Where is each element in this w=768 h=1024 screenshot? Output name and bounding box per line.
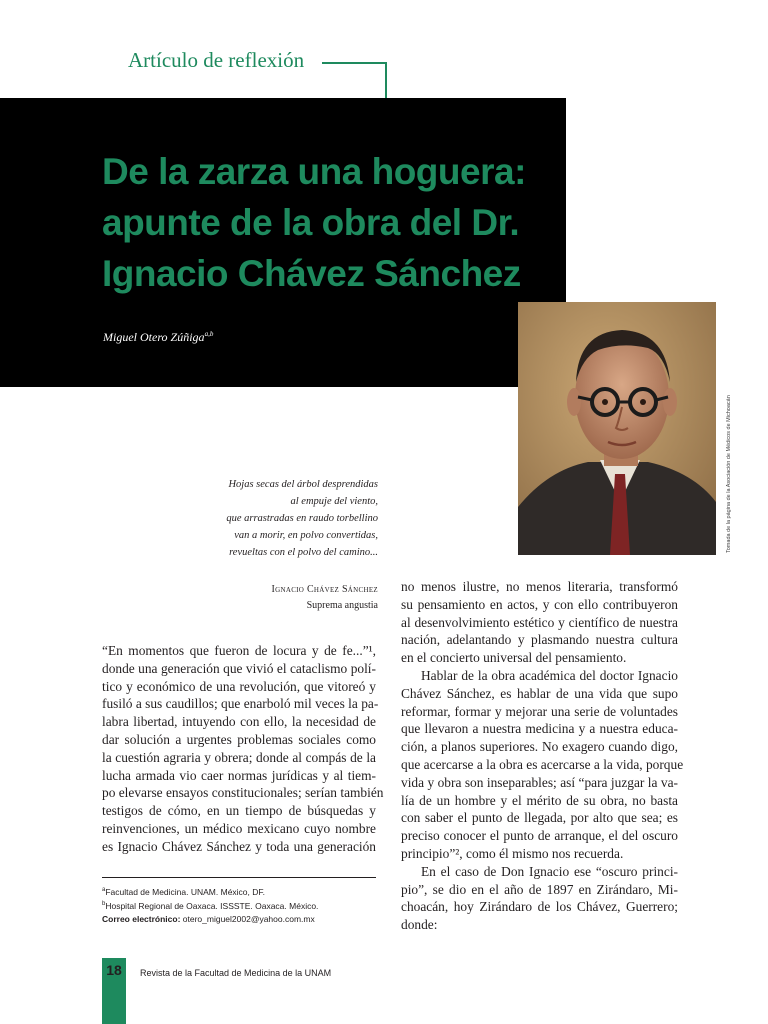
body-line: reinvenciones, un médico mexicano cuyo nombre (102, 820, 376, 836)
epigraph (138, 476, 378, 561)
footnote-divider (102, 877, 376, 878)
body-line: al desenvolvimiento estético y científico de nuestra (401, 614, 678, 630)
body-line: tico y económico de una revolución, que vitoreó y (102, 678, 376, 694)
body-line: principio”², como él mismo nos recuerda. (401, 845, 624, 861)
body-line: vida y obra son inseparables; así “para juzgar la va- (401, 774, 678, 790)
article-title: De la zarza una hoguera: apunte de la obra del Dr. Ignacio Chávez Sánchez (102, 151, 526, 294)
page-number: 18 (106, 962, 122, 978)
body-line: su pensamiento en actos, y con ello contribuyeron (401, 596, 678, 612)
body-line: pio”, se dio en el año de 1897 en Zirándaro, Mi- (401, 881, 678, 897)
body-line: Chávez Sánchez, es hablar de una vida que supo (401, 685, 678, 701)
journal-name: Revista de la Facultad de Medicina de la UNAM (140, 968, 332, 978)
body-line: que llevaron a nuestra medicina y a nuestra educa- (401, 721, 678, 737)
body-line: nación, adelantando y plasmando nuestra cultura (401, 632, 678, 648)
body-column-left (102, 642, 384, 856)
photo-credit: Tomada de la página de la Asociación de Médicos de Michoacán (726, 395, 732, 553)
epigraph-line: al empuje del viento, (290, 496, 378, 507)
body-line: que acercarse a la obra es acercarse a la vida, porque (401, 756, 684, 772)
body-line: po elevarse ensayos constitucionales; serían también (102, 785, 384, 801)
body-line: labra libertad, intuyendo con ello, la necesidad de (102, 714, 376, 730)
body-line: preciso conocer el punto de arranque, el del oscuro (401, 828, 678, 844)
body-line: no menos ilustre, no menos literaria, transformó (401, 579, 678, 594)
body-line: donde: (401, 917, 438, 933)
epigraph-line: van a morir, en polvo convertidas, (234, 530, 378, 541)
body-line: Hablar de la obra académica del doctor Ignacio (421, 667, 678, 683)
section-rule-vertical (385, 62, 387, 98)
body-line: reformar, formar y mejorar una serie de voluntades (401, 703, 678, 719)
body-line: en el concierto universal del pensamiento. (401, 650, 627, 666)
author-line (103, 330, 213, 345)
author-name: Miguel Otero Zúñiga (103, 330, 205, 344)
body-column-right (401, 578, 684, 934)
body-line: lucha armada vio caer normas jurídicas y al tiem- (102, 767, 376, 783)
body-line: choacán, hoy Zirándaro de los Chávez, Guerrero; (401, 899, 678, 915)
body-line: es Ignacio Chávez Sánchez y toda una generación (102, 838, 376, 854)
body-line: con saber el punto de llegada, por alto que sea; es (401, 810, 678, 826)
body-line: dar solución a urgentes problemas sociales como (102, 731, 376, 747)
portrait-image (518, 302, 716, 555)
body-line: ción, a planos superiores. No exagero cuando digo, (401, 739, 678, 755)
epigraph-work: Suprema angustia (306, 600, 378, 611)
epigraph-attribution (272, 582, 379, 614)
epigraph-line: revueltas con el polvo del camino... (229, 547, 378, 558)
body-line: testigos de cómo, en un tiempo de búsquedas y (102, 803, 376, 819)
body-line: fusiló a sus caudillos; que enarboló mil veces la pa- (102, 696, 379, 712)
email-label: Correo electrónico: (102, 913, 181, 924)
epigraph-author: Ignacio Chávez Sánchez (271, 584, 378, 595)
footnote-email (102, 913, 318, 926)
body-line: En el caso de Don Ignacio ese “oscuro princi- (421, 863, 678, 879)
body-line: la cuestión agraria y obrera; donde al compás de la (102, 749, 376, 765)
section-rule-horizontal (322, 62, 386, 64)
footnotes (102, 884, 318, 925)
email-address[interactable]: otero_miguel2002@yahoo.com.mx (182, 913, 315, 924)
epigraph-line: que arrastradas en raudo torbellino (226, 513, 378, 524)
footnote-a: $^a$Facultad de Medicina. UNAM. México, DF. (102, 886, 266, 897)
section-label: Artículo de reflexión (128, 48, 305, 72)
footnote-b: $^b$Hospital Regional de Oaxaca. ISSSTE. Oaxaca. México. (102, 901, 319, 912)
body-line: “En momentos que fueron de locura y de fe...”¹, (102, 643, 376, 658)
body-line: donde una generación que vivió el cataclismo polí- (102, 660, 376, 676)
author-affiliation-marks: a,b (204, 330, 214, 338)
epigraph-line: Hojas secas del árbol desprendidas (228, 479, 378, 490)
body-line: lía de un hombre y el mérito de su obra, no basta (401, 792, 678, 808)
